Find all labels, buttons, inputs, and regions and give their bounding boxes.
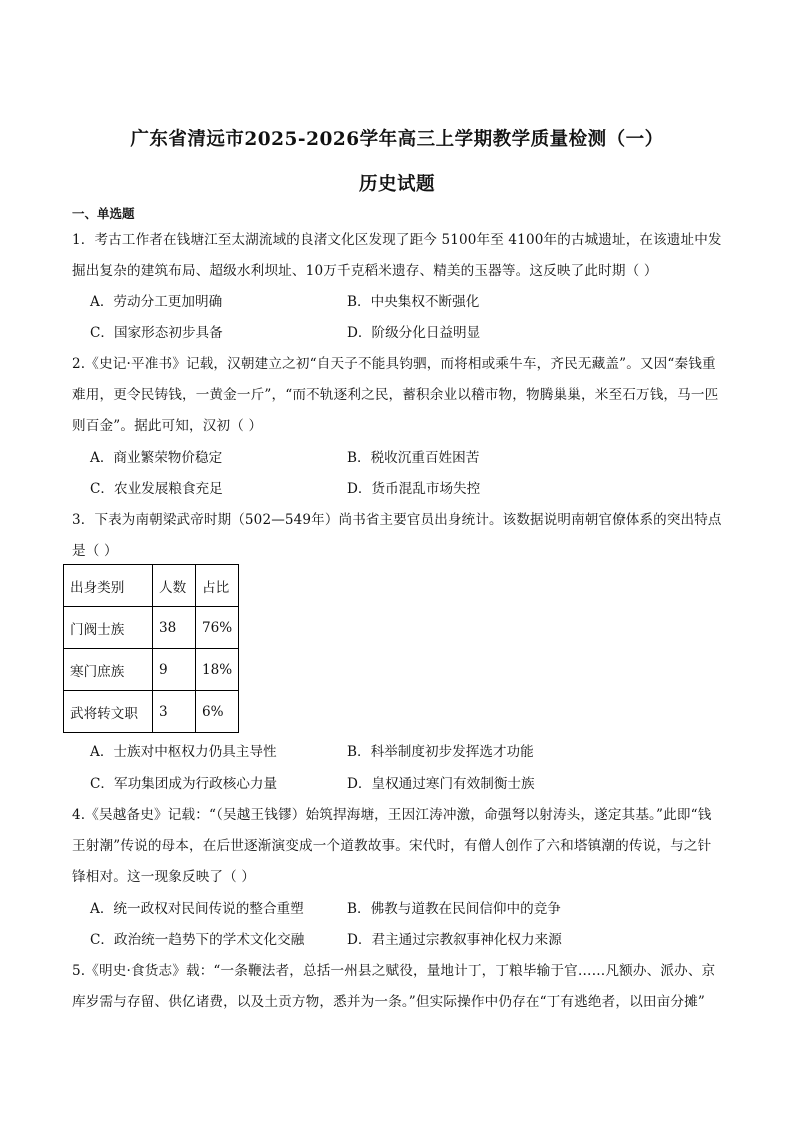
q4-stem-line: 4.《吴越备史》记载：“（吴越王钱镠）始筑捍海塘，王因江涛冲激，命强弩以射涛头，遂定其基。”此即“钱 (72, 807, 712, 823)
q2-stem-line: 2.《史记·平准书》记载，汉朝建立之初“自天子不能具钧驷，而将相或乘牛车，齐民无藏盖”。又因“秦钱重 (72, 356, 716, 372)
q4-option-b: B．佛教与道教在民间信仰中的竞争 (347, 901, 561, 917)
q4-option-a: A．统一政权对民间传说的整合重塑 (90, 901, 304, 917)
table-header-cell: 占比 (196, 565, 239, 607)
q4-stem-line: 锋相对。这一现象反映了（ ） (72, 869, 256, 885)
q3-stem-line: 是（ ） (72, 543, 118, 559)
q1-option-d: D．阶级分化日益明显 (347, 325, 481, 341)
q3-option-b: B．科举制度初步发挥选才功能 (347, 744, 534, 760)
table-header-cell: 人数 (153, 565, 196, 607)
q2-option-b: B．税收沉重百姓困苦 (347, 450, 480, 466)
q1-stem-line: 1．考古工作者在钱塘江至太湖流域的良渚文化区发现了距今 5100年至 4100年的古城遗址，在该遗址中发 (72, 232, 722, 248)
q2-stem-line: 则百金”。据此可知，汉初（ ） (72, 418, 263, 434)
q4-option-d: D．君主通过宗教叙事神化权力来源 (347, 932, 562, 948)
q1-option-c: C．国家形态初步具备 (90, 325, 223, 341)
q5-stem-line: 5.《明史·食货志》载：“一条鞭法者，总括一州县之赋役，量地计丁，丁粮毕输于官……凡额办、派办、京 (72, 963, 716, 979)
q1-option-a: A．劳动分工更加明确 (90, 294, 223, 310)
q2-stem-line: 难用，更令民铸钱，一黄金一斤”，“而不轨逐利之民，蓄积余业以稽市物，物腾巢巢，米至石万钱，马一匹 (72, 387, 719, 403)
q3-option-d: D．皇权通过寒门有效制衡士族 (347, 776, 535, 792)
q3-option-c: C．军功集团成为行政核心力量 (90, 776, 278, 792)
q2-option-d: D．货币混乱市场失控 (347, 481, 481, 497)
table-row (64, 691, 239, 733)
exam-title: 广东省清远市2025-2026学年高三上学期教学质量检测（一） (130, 129, 664, 150)
q3-option-a: A．士族对中枢权力仍具主导性 (90, 744, 277, 760)
table-cell: 寒门庶族 (64, 649, 153, 691)
table-cell: 9 (153, 649, 196, 691)
table-cell: 18% (196, 649, 239, 691)
table-header-cell: 出身类别 (64, 565, 153, 607)
table-row (64, 607, 239, 649)
q3-stem-line: 3．下表为南朝梁武帝时期（502—549年）尚书省主要官员出身统计。该数据说明南朝官僚体系的突出特点 (72, 512, 722, 528)
table-cell: 6% (196, 691, 239, 733)
section-heading: 一、单选题 (72, 206, 135, 221)
q1-option-b: B．中央集权不断强化 (347, 294, 480, 310)
table-cell: 武将转文职 (64, 691, 153, 733)
table-cell: 76% (196, 607, 239, 649)
q5-stem-line: 库岁需与存留、供亿诸费，以及土贡方物，悉并为一条。”但实际操作中仍存在“丁有逃绝者，以田亩分摊” (72, 994, 705, 1010)
q1-stem-line: 掘出复杂的建筑布局、超级水利坝址、10万千克稻米遗存、精美的玉器等。这反映了此时期（ ） (72, 263, 658, 279)
q2-option-a: A．商业繁荣物价稳定 (90, 450, 223, 466)
table-header-row (64, 565, 239, 607)
table-row (64, 649, 239, 691)
q4-option-c: C．政治统一趋势下的学术文化交融 (90, 932, 305, 948)
officials-origin-table (63, 564, 239, 733)
q2-option-c: C．农业发展粮食充足 (90, 481, 223, 497)
exam-subtitle: 历史试题 (358, 174, 435, 195)
table-cell: 3 (153, 691, 196, 733)
table-cell: 38 (153, 607, 196, 649)
q4-stem-line: 王射潮”传说的母本，在后世逐渐演变成一个道教故事。宋代时，有僧人创作了六和塔镇潮的传说，与之针 (72, 838, 712, 854)
table-cell: 门阀士族 (64, 607, 153, 649)
